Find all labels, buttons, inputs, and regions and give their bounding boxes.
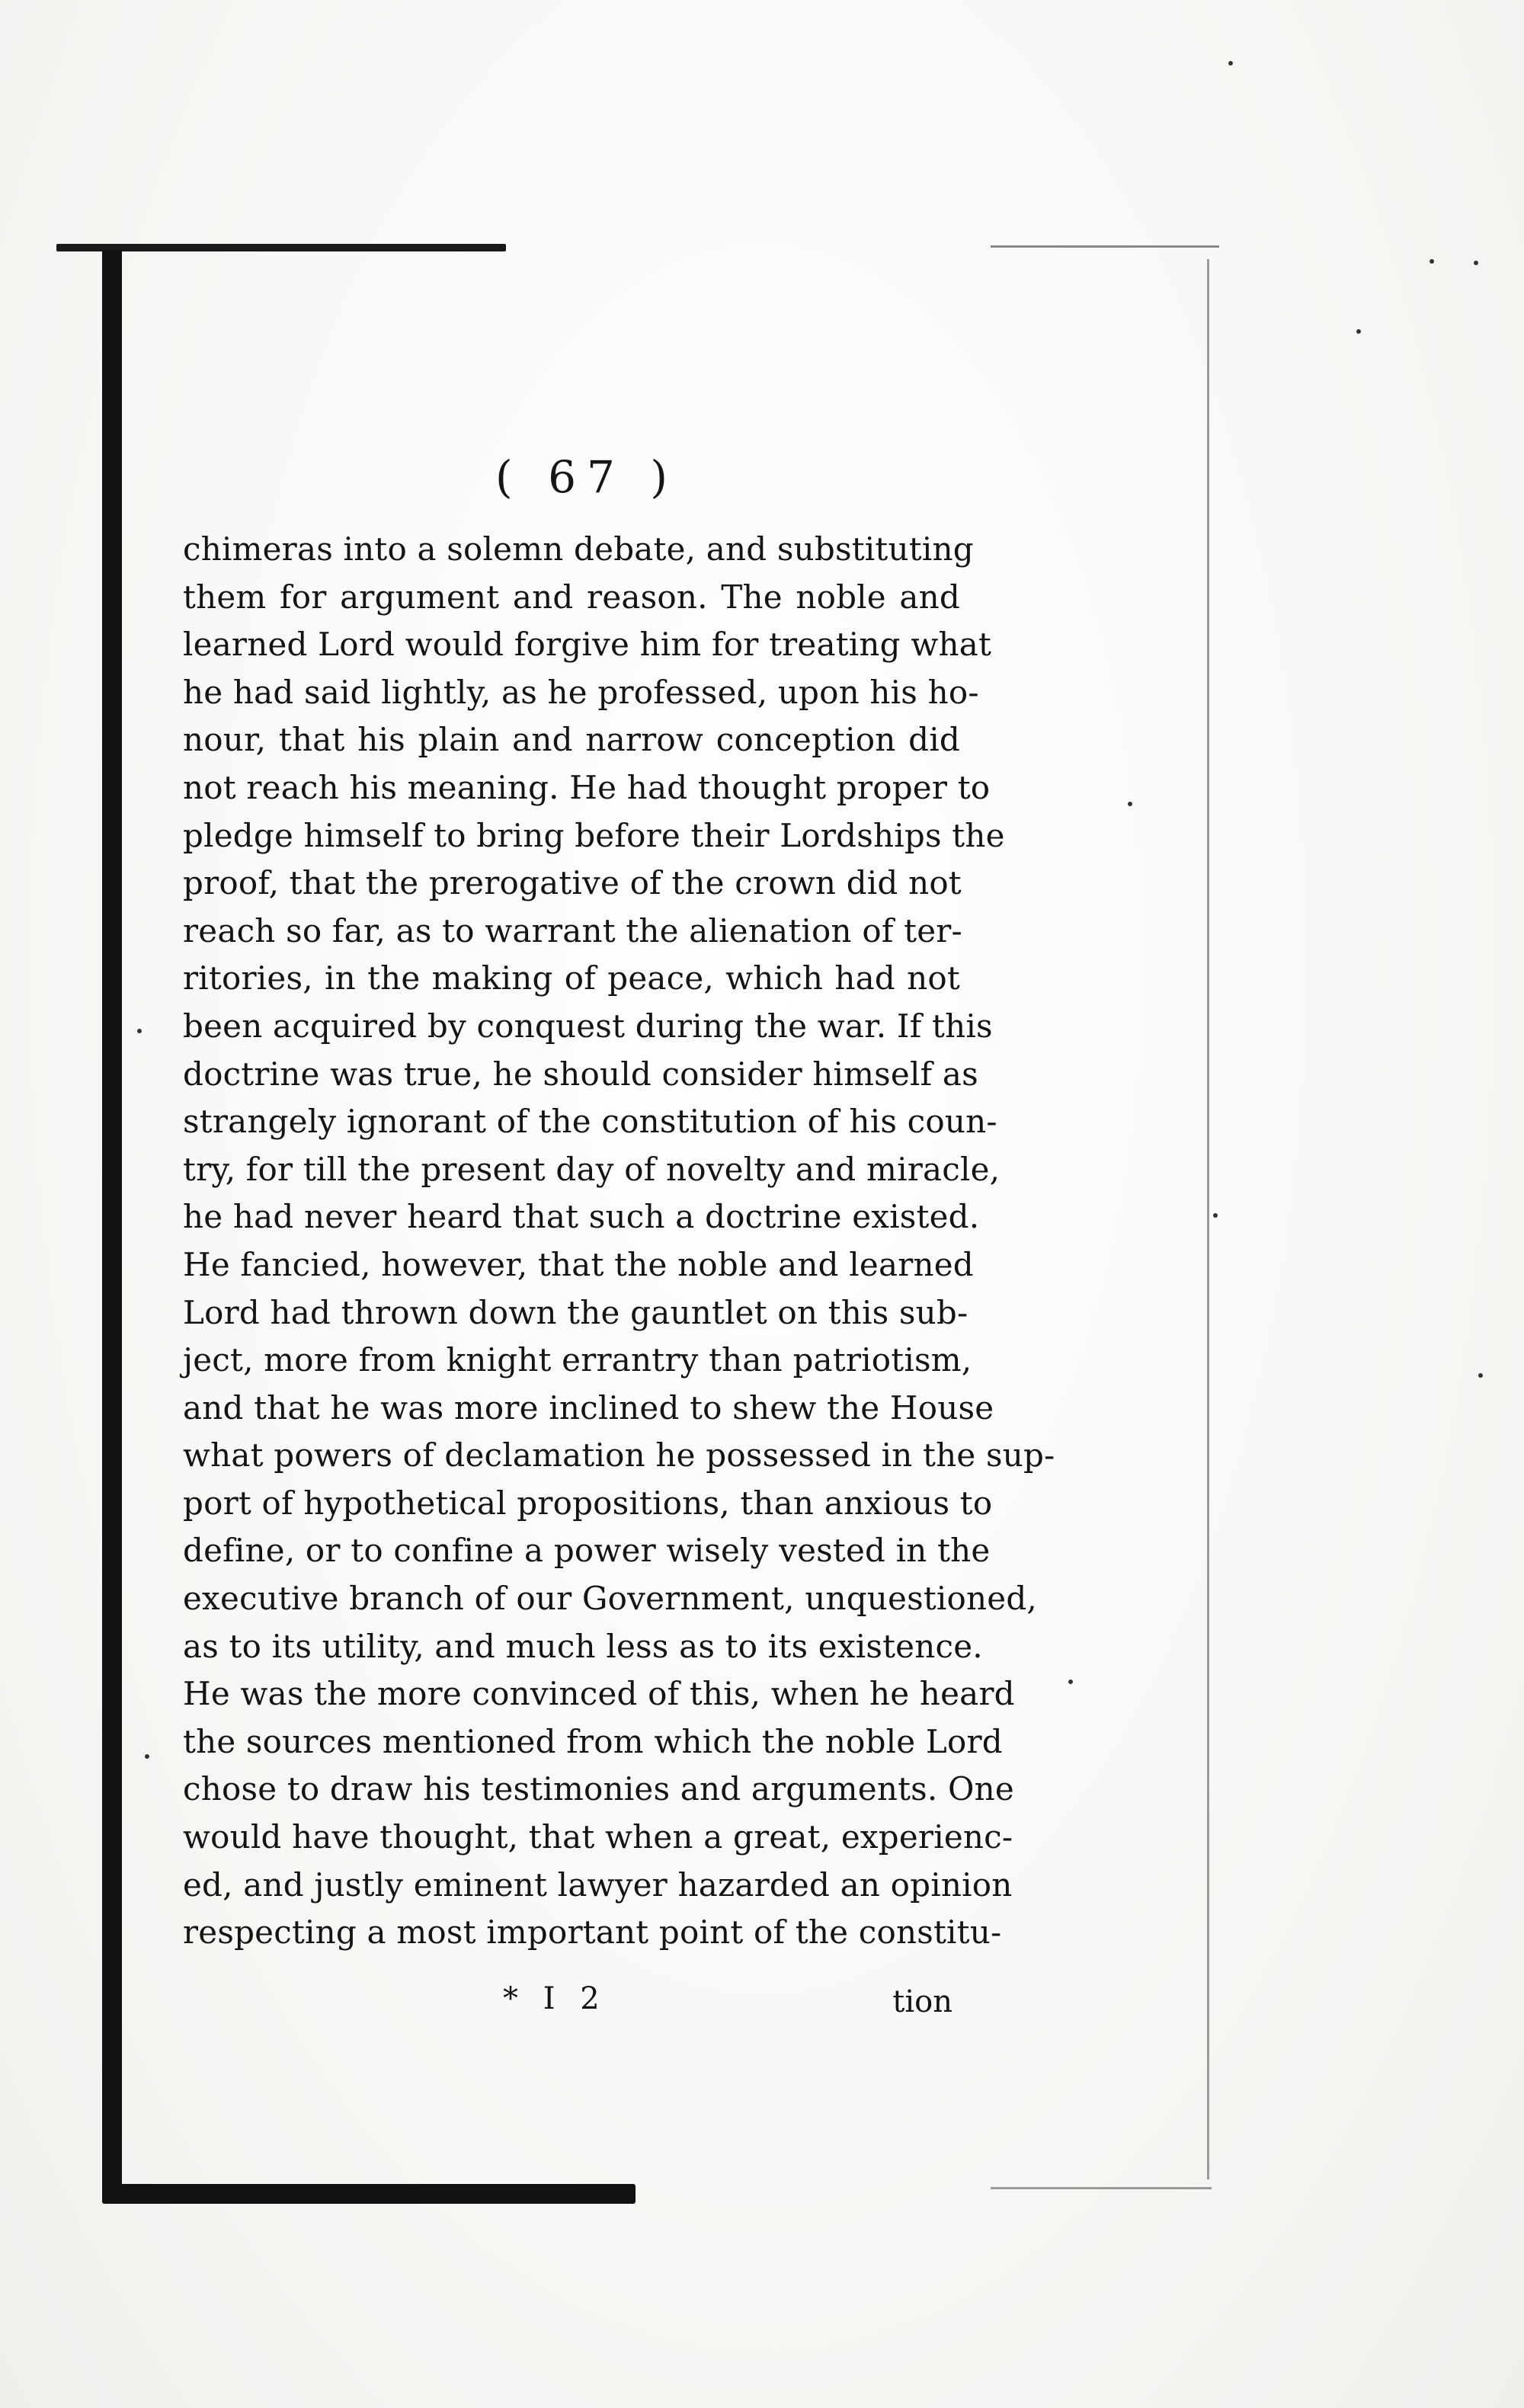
- catchword: tion: [892, 1984, 952, 2019]
- signature-mark: * I 2: [503, 1981, 607, 2016]
- binding-edge-bottom: [102, 2184, 636, 2204]
- scan-speck: [1068, 1680, 1073, 1684]
- text-line: he had never heard that such a doctrine existed.: [183, 1198, 980, 1236]
- text-line: been acquired by conquest during the war. If this: [183, 1007, 993, 1045]
- text-line: executive branch of our Government, unquestioned,: [183, 1580, 1037, 1618]
- binding-edge-left: [102, 250, 122, 2201]
- page-footer: [183, 1981, 960, 2035]
- text-line: the sources mentioned from which the noble Lord: [183, 1722, 1003, 1760]
- text-line: chose to draw his testimonies and arguments. One: [183, 1770, 1014, 1808]
- text-line: define, or to confine a power wisely vested in the: [183, 1532, 991, 1570]
- scan-speck: [1474, 261, 1478, 265]
- text-line: port of hypothetical propositions, than anxious to: [183, 1484, 993, 1522]
- text-line: he had said lightly, as he professed, upon his ho-: [183, 673, 979, 711]
- scan-speck: [1478, 1373, 1483, 1378]
- scan-speck: [1356, 329, 1361, 334]
- text-line: chimeras into a solemn debate, and substituting: [183, 530, 974, 568]
- text-line: Lord had thrown down the gauntlet on this sub-: [183, 1293, 969, 1331]
- text-line: not reach his meaning. He had thought proper to: [183, 768, 991, 806]
- scan-speck: [1228, 61, 1233, 66]
- text-line: reach so far, as to warrant the alienation of ter-: [183, 911, 962, 949]
- scan-speck: [1213, 1213, 1218, 1218]
- binding-edge-top: [56, 244, 506, 251]
- text-line: ritories, in the making of peace, which had not: [183, 959, 960, 997]
- scan-speck: [145, 1754, 149, 1759]
- text-line: pledge himself to bring before their Lordships the: [183, 816, 1005, 854]
- text-line: respecting a most important point of the constitu-: [183, 1913, 1002, 1952]
- text-line: proof, that the prerogative of the crown did not: [183, 864, 962, 902]
- page-number: ( 67 ): [495, 451, 678, 503]
- body-text: [183, 526, 1055, 1957]
- text-line: strangely ignorant of the constitution of his coun-: [183, 1103, 997, 1141]
- text-line: doctrine was true, he should consider himself as: [183, 1055, 978, 1093]
- text-line: He fancied, however, that the noble and learned: [183, 1245, 974, 1283]
- page-edge-bottom: [991, 2187, 1212, 2189]
- page-edge-top: [991, 245, 1219, 248]
- text-line: nour, that his plain and narrow conception did: [183, 721, 960, 759]
- scan-speck: [137, 1029, 142, 1033]
- text-line: would have thought, that when a great, experienc-: [183, 1818, 1013, 1856]
- page-edge-right: [1207, 259, 1209, 2179]
- scan-speck: [1430, 259, 1434, 264]
- text-line: as to its utility, and much less as to its existence.: [183, 1627, 983, 1665]
- text-line: them for argument and reason. The noble and: [183, 578, 960, 616]
- text-line: and that he was more inclined to shew the House: [183, 1388, 994, 1427]
- text-line: He was the more convinced of this, when he heard: [183, 1675, 1015, 1713]
- text-line: ed, and justly eminent lawyer hazarded an opinion: [183, 1865, 1013, 1904]
- scan-speck: [1128, 802, 1132, 806]
- text-line: what powers of declamation he possessed in the sup-: [183, 1436, 1055, 1475]
- text-line: learned Lord would forgive him for treating what: [183, 626, 992, 664]
- text-line: try, for till the present day of novelty and miracle,: [183, 1150, 1001, 1188]
- text-line: ject, more from knight errantry than patriotism,: [183, 1341, 972, 1379]
